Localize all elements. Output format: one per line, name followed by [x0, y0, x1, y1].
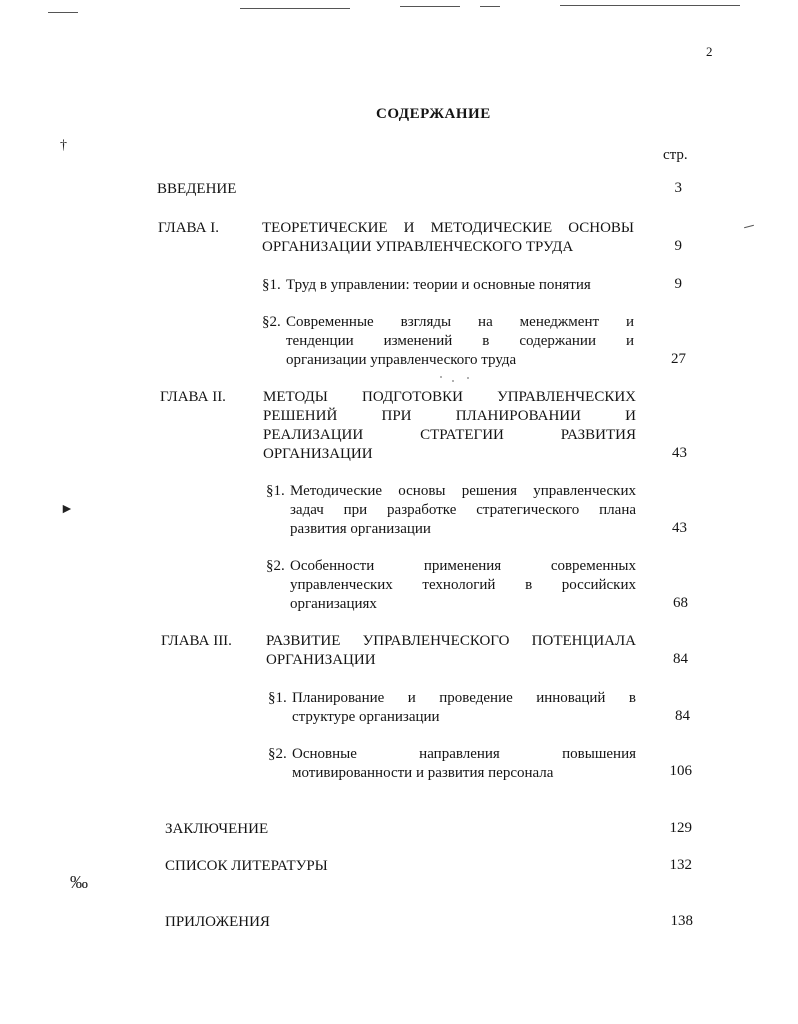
section-marker: §1.: [266, 483, 285, 499]
chapter-title-line: ОРГАНИЗАЦИИ: [266, 652, 376, 668]
section-title-line: Основные направления повышения: [292, 746, 636, 762]
scan-artifact-line: [744, 225, 754, 229]
scan-dot: [440, 376, 442, 378]
toc-entry-bibliography: СПИСОК ЛИТЕРАТУРЫ: [165, 858, 328, 874]
section-marker: §2.: [268, 746, 287, 762]
toc-entry-conclusion: ЗАКЛЮЧЕНИЕ: [165, 821, 269, 837]
section-entry: [262, 313, 634, 373]
section-page: 9: [674, 276, 682, 292]
section-title: Труд в управлении: теории и основные понятия: [286, 277, 591, 293]
margin-mark-icon: †: [60, 138, 67, 153]
scan-artifact-line: [240, 8, 350, 9]
chapter-title-line: РЕАЛИЗАЦИИ СТРАТЕГИИ РАЗВИТИЯ: [263, 427, 636, 443]
chapter-title-line: МЕТОДЫ ПОДГОТОВКИ УПРАВЛЕНЧЕСКИХ: [263, 389, 636, 405]
chapter-title-line: РАЗВИТИЕ УПРАВЛЕНЧЕСКОГО ПОТЕНЦИАЛА: [266, 633, 636, 649]
chapter-page: 9: [674, 238, 682, 254]
section-title-line: тенденции изменений в содержании и: [286, 333, 634, 349]
section-title-line: управленческих технологий в российских: [290, 577, 636, 593]
margin-mark-icon: ►: [60, 502, 74, 517]
toc-entry-intro: ВВЕДЕНИЕ: [157, 181, 237, 197]
section-marker: §1.: [268, 690, 287, 706]
section-marker: §1.: [262, 277, 281, 293]
scan-dot: [452, 380, 454, 382]
chapter-title: [262, 219, 634, 257]
section-page: 43: [672, 520, 687, 536]
section-page: 27: [671, 351, 686, 367]
page-column-header: стр.: [663, 147, 688, 163]
scan-artifact-line: [48, 12, 78, 13]
margin-mark-icon: ‰: [70, 872, 88, 892]
section-page: 84: [675, 708, 690, 724]
section-title-line: Особенности применения современных: [290, 558, 636, 574]
chapter-label: ГЛАВА I.: [158, 220, 219, 236]
toc-page-conclusion: 129: [669, 820, 692, 836]
page-number: 2: [706, 44, 713, 59]
section-page: 68: [673, 595, 688, 611]
scan-artifact-line: [480, 6, 500, 7]
chapter-page: 84: [673, 651, 688, 667]
page-title: СОДЕРЖАНИЕ: [376, 106, 491, 122]
section-entry: [266, 482, 636, 542]
toc-entry-appendices: ПРИЛОЖЕНИЯ: [165, 914, 270, 930]
toc-page-intro: 3: [674, 180, 682, 196]
chapter-title-line: ОРГАНИЗАЦИИ: [263, 446, 373, 462]
chapter-title: [266, 632, 636, 670]
chapter-page: 43: [672, 445, 687, 461]
section-marker: §2.: [262, 314, 281, 330]
toc-page-bibliography: 132: [669, 857, 692, 873]
section-title-line: Современные взгляды на менеджмент и: [286, 314, 634, 330]
scan-artifact-line: [560, 5, 740, 6]
section-title-line: организации управленческого труда: [286, 352, 517, 368]
section-entry: [266, 557, 636, 617]
scan-dot: [467, 377, 469, 379]
chapter-title-line: РЕШЕНИЙ ПРИ ПЛАНИРОВАНИИ И: [263, 408, 636, 424]
section-title-line: организациях: [290, 596, 377, 612]
section-entry: [268, 745, 636, 785]
chapter-title-line: ОРГАНИЗАЦИИ УПРАВЛЕНЧЕСКОГО ТРУДА: [262, 239, 574, 255]
chapter-label: ГЛАВА III.: [161, 633, 232, 649]
section-title-line: задач при разработке стратегического плана: [290, 502, 636, 518]
section-title-line: Методические основы решения управленческих: [290, 483, 636, 499]
toc-page-appendices: 138: [670, 913, 693, 929]
section-marker: §2.: [266, 558, 285, 574]
section-title-line: развития организации: [290, 521, 431, 537]
section-title-line: структуре организации: [292, 709, 440, 725]
chapter-title: [263, 388, 636, 464]
section-entry: [268, 689, 636, 729]
section-entry: [262, 276, 634, 296]
section-title-line: мотивированности и развития персонала: [292, 765, 554, 781]
scan-artifact-line: [400, 6, 460, 7]
chapter-title-line: ТЕОРЕТИЧЕСКИЕ И МЕТОДИЧЕСКИЕ ОСНОВЫ: [262, 220, 634, 236]
chapter-label: ГЛАВА II.: [160, 389, 226, 405]
section-title-line: Планирование и проведение инноваций в: [292, 690, 636, 706]
section-page: 106: [669, 763, 692, 779]
